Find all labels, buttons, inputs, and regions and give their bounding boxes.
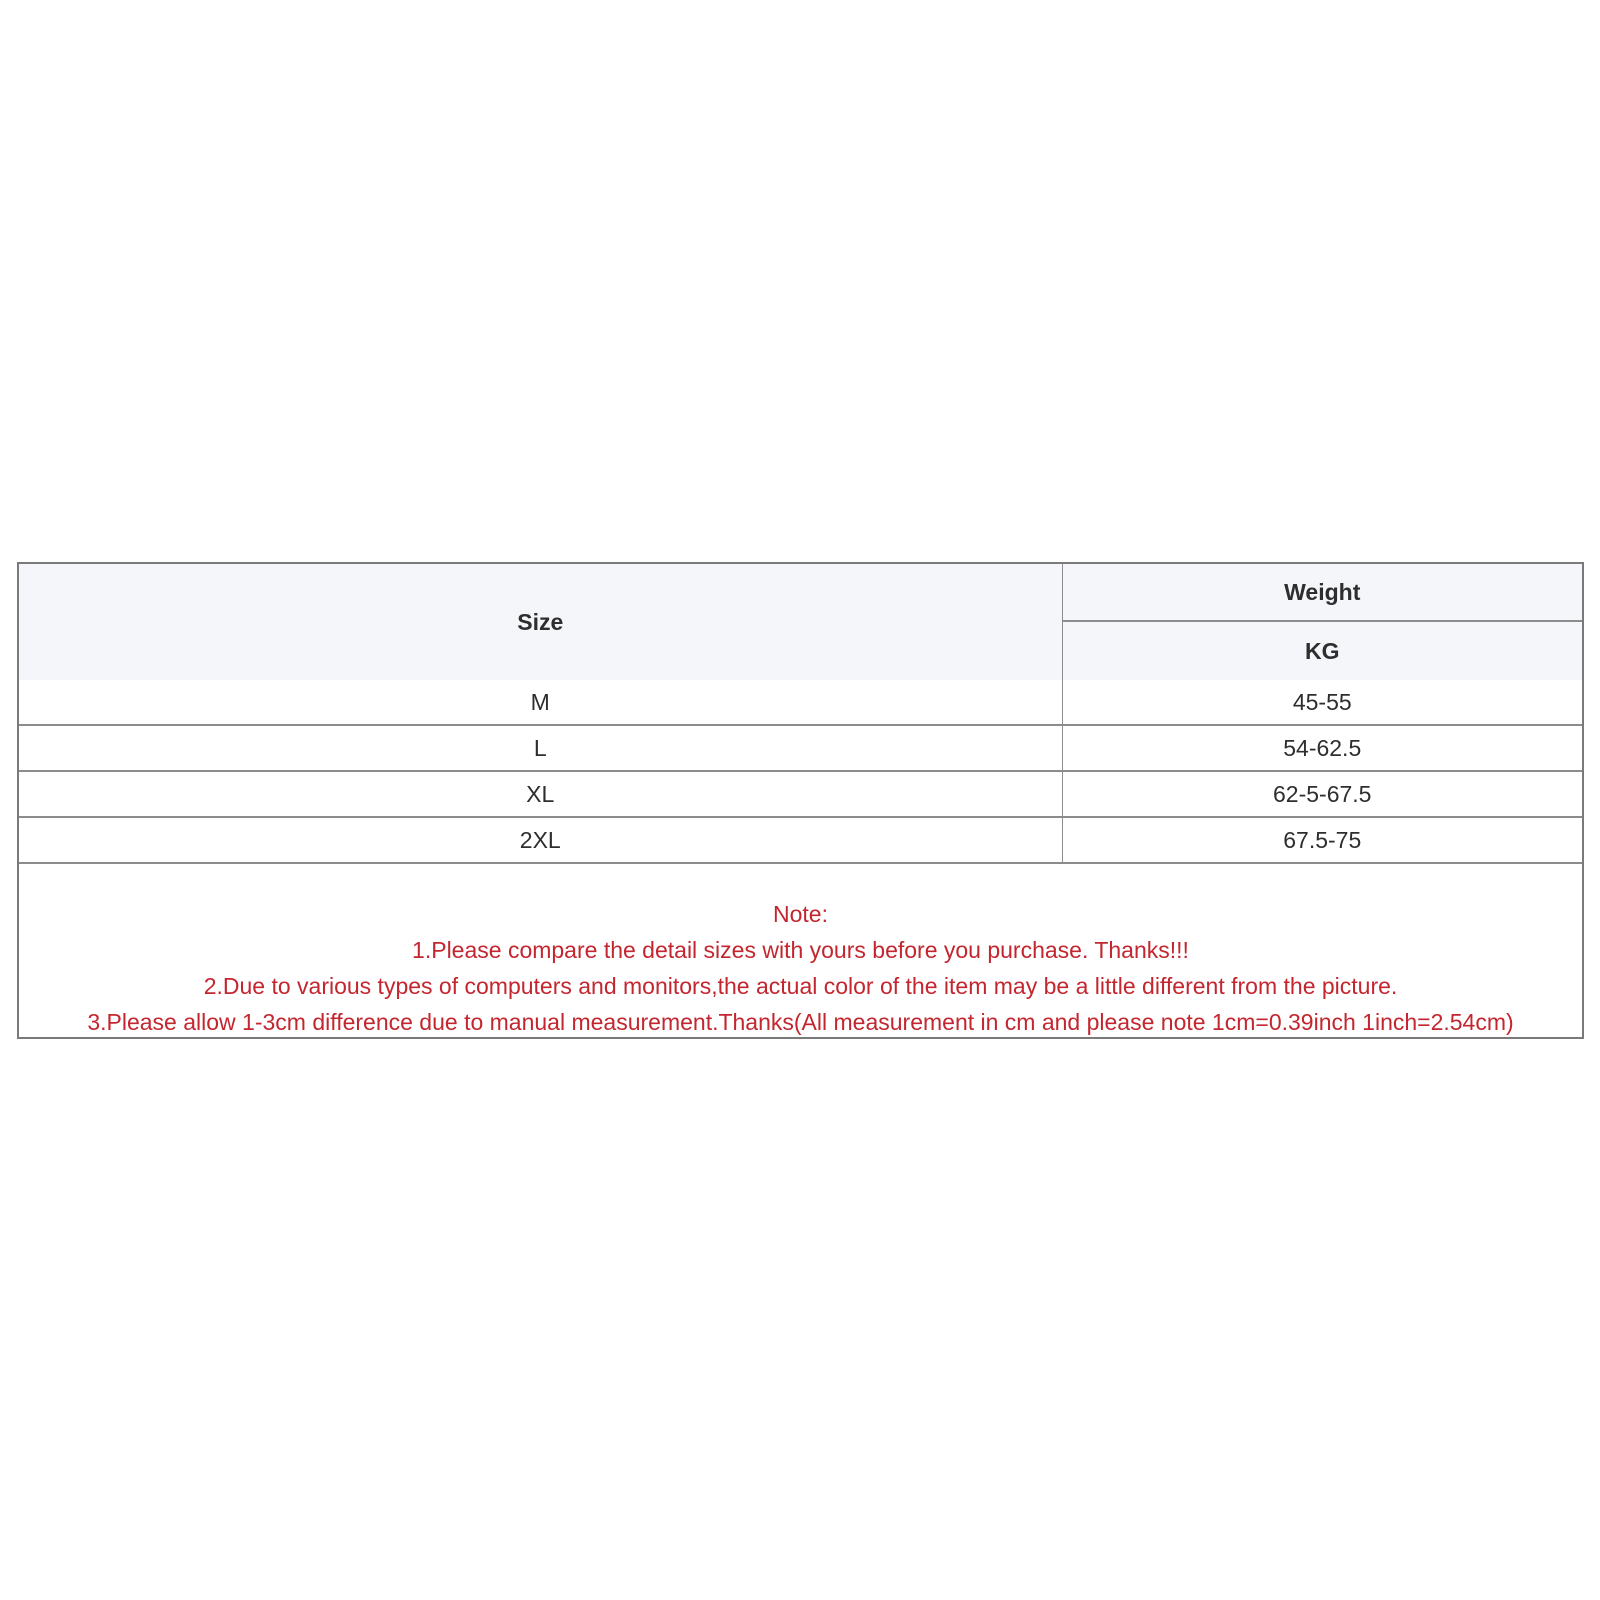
notes-block <box>19 864 1582 1040</box>
table-row <box>19 680 1582 725</box>
weight-cell: 54-62.5 <box>1062 725 1582 771</box>
size-chart-sheet <box>17 562 1584 1039</box>
size-chart-table <box>19 564 1582 864</box>
table-row <box>19 817 1582 863</box>
note-line-2: 2.Due to various types of computers and monitors,the actual color of the item may be a little different from the picture. <box>203 973 1398 999</box>
weight-cell: 67.5-75 <box>1062 817 1582 863</box>
weight-column-header: Weight <box>1062 564 1582 621</box>
size-cell: 2XL <box>19 817 1062 863</box>
note-line-1: 1.Please compare the detail sizes with yours before you purchase. Thanks!!! <box>412 937 1189 963</box>
size-cell: XL <box>19 771 1062 817</box>
weight-unit-header: KG <box>1062 621 1582 680</box>
table-row <box>19 725 1582 771</box>
size-cell: L <box>19 725 1062 771</box>
weight-cell: 62-5-67.5 <box>1062 771 1582 817</box>
table-body <box>19 680 1582 863</box>
table-header <box>19 564 1582 680</box>
note-title: Note: <box>773 901 828 927</box>
size-cell: M <box>19 680 1062 725</box>
size-column-header: Size <box>19 564 1062 680</box>
weight-cell: 45-55 <box>1292 688 1352 715</box>
note-line-3: 3.Please allow 1-3cm difference due to manual measurement.Thanks(All measurement in cm and please note 1cm=0.39inch 1inch=2.54cm) <box>87 1009 1514 1035</box>
table-row <box>19 771 1582 817</box>
